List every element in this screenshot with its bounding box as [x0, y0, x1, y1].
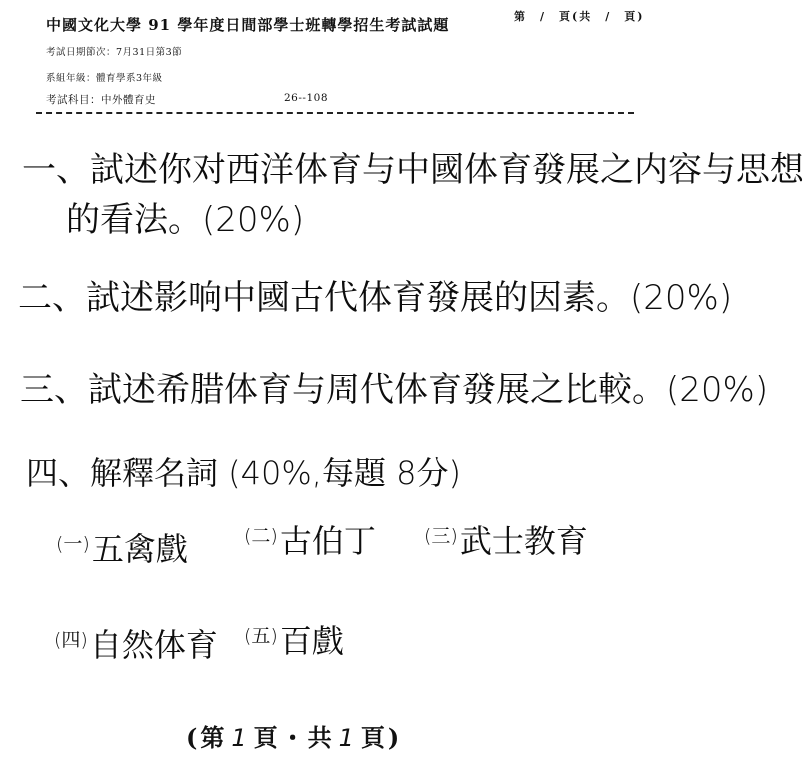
exam-title: 中國文化大學 91 學年度日間部學士班轉學招生考試試題	[46, 16, 450, 34]
department-grade: 系組年級：體育學系3年級	[46, 73, 163, 84]
term-text: 武士教育	[459, 522, 588, 560]
question-1: 一、試述你对西洋体育与中國体育發展之内容与思想	[22, 150, 804, 190]
term-marker: (一)	[56, 533, 90, 555]
term-text: 古伯丁	[279, 522, 376, 560]
question-3: 三、試述希腊体育与周代体育發展之比較。(20%)	[20, 370, 769, 410]
term-3	[424, 516, 588, 562]
term-text: 百戲	[279, 622, 344, 660]
term-text: 自然体育	[89, 626, 218, 664]
term-4	[54, 620, 218, 666]
footer-mid: 頁・共	[253, 723, 335, 752]
page-box: 第 / 頁(共 / 頁)	[514, 10, 645, 23]
exam-code: 26--108	[284, 92, 328, 104]
footer-page-number: 1	[231, 724, 250, 752]
page-footer	[186, 718, 402, 753]
term-marker: (四)	[54, 629, 88, 651]
term-marker: (五)	[244, 625, 278, 647]
question-1-continued: 的看法。(20%)	[66, 200, 305, 240]
exam-subject: 考試科目：中外體育史	[46, 94, 156, 106]
term-5	[244, 616, 344, 662]
footer-suffix: 頁)	[360, 723, 403, 752]
question-4: 四、解釋名詞 (40%,每題 8分)	[26, 454, 461, 492]
term-2	[244, 516, 376, 562]
question-2: 二、試述影响中國古代体育發展的因素。(20%)	[18, 278, 733, 318]
term-marker: (二)	[244, 525, 278, 547]
footer-prefix: (第	[186, 723, 228, 752]
exam-subject-line	[46, 92, 328, 107]
exam-session: 考試日期節次：7月31日第3節	[46, 47, 183, 58]
term-1	[56, 524, 188, 570]
footer-total-pages: 1	[338, 724, 357, 752]
term-marker: (三)	[424, 525, 458, 547]
header-divider	[36, 112, 634, 114]
term-text: 五禽戲	[91, 530, 188, 568]
